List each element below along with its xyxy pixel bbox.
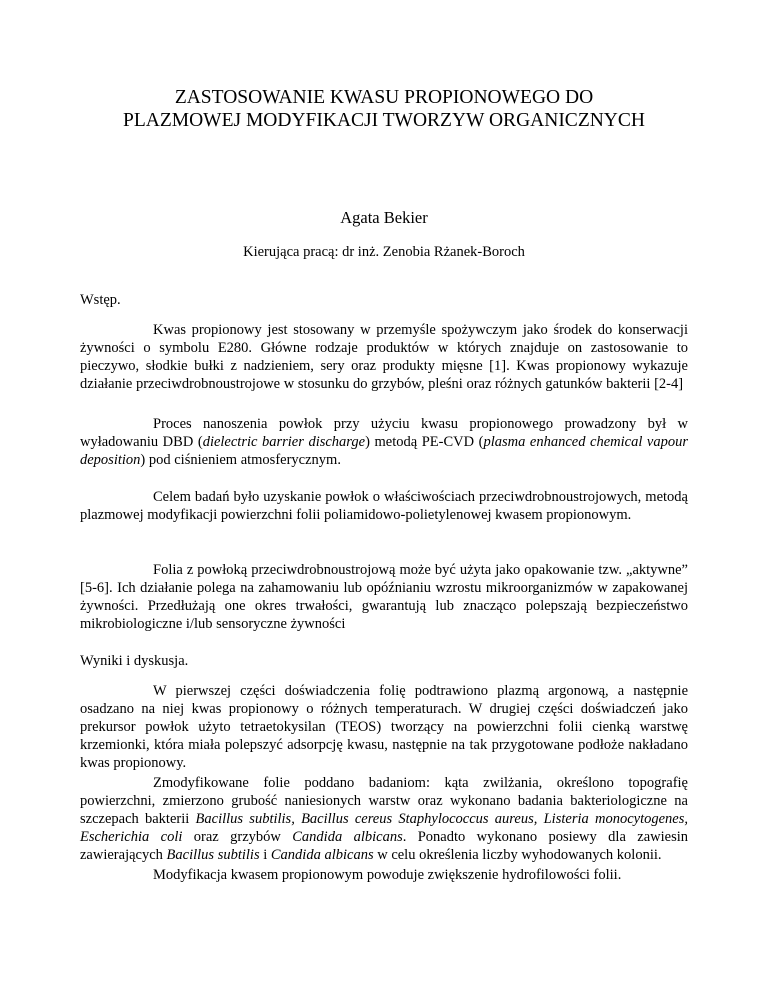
paragraph-2 bbox=[80, 415, 688, 469]
p6-species-candida: Candida albicans bbox=[292, 829, 403, 845]
paragraph-3: Celem badań było uzyskanie powłok o właściwościach przeciwdrobnoustrojowych, metodą plazmowej modyfikacji powierzchni folii poliamidowo-polietylenowej kwasem propionowym. bbox=[80, 489, 688, 523]
paragraph-6 bbox=[80, 774, 688, 864]
paragraph-1: Kwas propionowy jest stosowany w przemyśle spożywczym jako środek do konserwacji żywności o symbolu E280. Główne rodzaje produktów w których znajduje on zastosowanie to pieczywo, słodkie bułki z nadzieniem, sery oraz produkty mięsne [1]. Kwas propionowy wykazuje działanie przeciwdrobnoustrojowe w stosunku do grzybów, pleśni oraz różnych gatunków bakterii [2-4] bbox=[80, 322, 688, 392]
p6-text-a: Zmodyfikowane folie poddano badaniom: kąta zwilżania, określono topografię powierzchni, zmierzono grubość naniesionych warstw oraz wykonano badania bakteriologiczne na szczepach bakterii bbox=[80, 775, 688, 827]
p6-species-bacillus: Bacillus subtilis bbox=[166, 847, 260, 863]
title-line-1: ZASTOSOWANIE KWASU PROPIONOWEGO DO bbox=[174, 87, 594, 108]
p2-term-pecvd: plasma enhanced chemical vapour deposition bbox=[80, 434, 688, 468]
p6-species-bacteria: Bacillus subtilis, Bacillus cereus Staphylococcus aureus, Listeria monocytogenes, Escherichia coli bbox=[80, 811, 688, 845]
p2-text-c: ) metodą PE-CVD ( bbox=[365, 434, 484, 450]
p2-text-e: ) pod ciśnieniem atmosferycznym. bbox=[140, 452, 341, 468]
paragraph-7: Modyfikacja kwasem propionowym powoduje zwiększenie hydrofilowości folii. bbox=[153, 867, 622, 883]
supervisor-line: Kierująca pracą: dr inż. Zenobia Rżanek-Boroch bbox=[243, 244, 525, 260]
p6-text-g: i bbox=[259, 847, 271, 863]
results-heading: Wyniki i dyskusja. bbox=[80, 653, 189, 669]
page-title bbox=[60, 86, 708, 132]
author-name: Agata Bekier bbox=[340, 208, 428, 227]
p6-text-e: . Ponadto wykonano posiewy dla zawiesin zawierających bbox=[80, 829, 688, 863]
paragraph-5: W pierwszej części doświadczenia folię podtrawiono plazmą argonową, a następnie osadzano na niej kwas propionowy o różnych temperaturach. W drugiej części doświadczeń jako prekursor powłok użyto tetraetokysilan (TEOS) tworzący na powierzchni folii cienką warstwę krzemionki, która miała polepszyć adsorpcję kwasu, następnie na tak przygotowane podłoże nakładano kwas propionowy. bbox=[80, 683, 688, 771]
p6-text-c: oraz grzybów bbox=[182, 829, 293, 845]
p2-text-a: Proces nanoszenia powłok przy użyciu kwasu propionowego prowadzony był w wyładowaniu DBD ( bbox=[80, 416, 688, 450]
title-line-2: PLAZMOWEJ MODYFIKACJI TWORZYW ORGANICZNYCH bbox=[123, 110, 645, 131]
paragraph-4: Folia z powłoką przeciwdrobnoustrojową może być użyta jako opakowanie tzw. „aktywne” [5-6]. Ich działanie polega na zahamowaniu lub opóźnianiu wzrostu mikroorganizmów w zapakowanej żywności. Przedłużają one okres trwałości, gwarantują lub znacząco polepszają bezpieczeństwo mikrobiologiczne i/lub sensoryczne żywności bbox=[80, 562, 688, 632]
p6-text-i: w celu określenia liczby wyhodowanych kolonii. bbox=[373, 847, 662, 863]
p6-species-candida-2: Candida albicans bbox=[270, 847, 374, 863]
intro-heading: Wstęp. bbox=[80, 292, 121, 308]
p2-term-dbd: dielectric barrier discharge bbox=[202, 434, 366, 450]
